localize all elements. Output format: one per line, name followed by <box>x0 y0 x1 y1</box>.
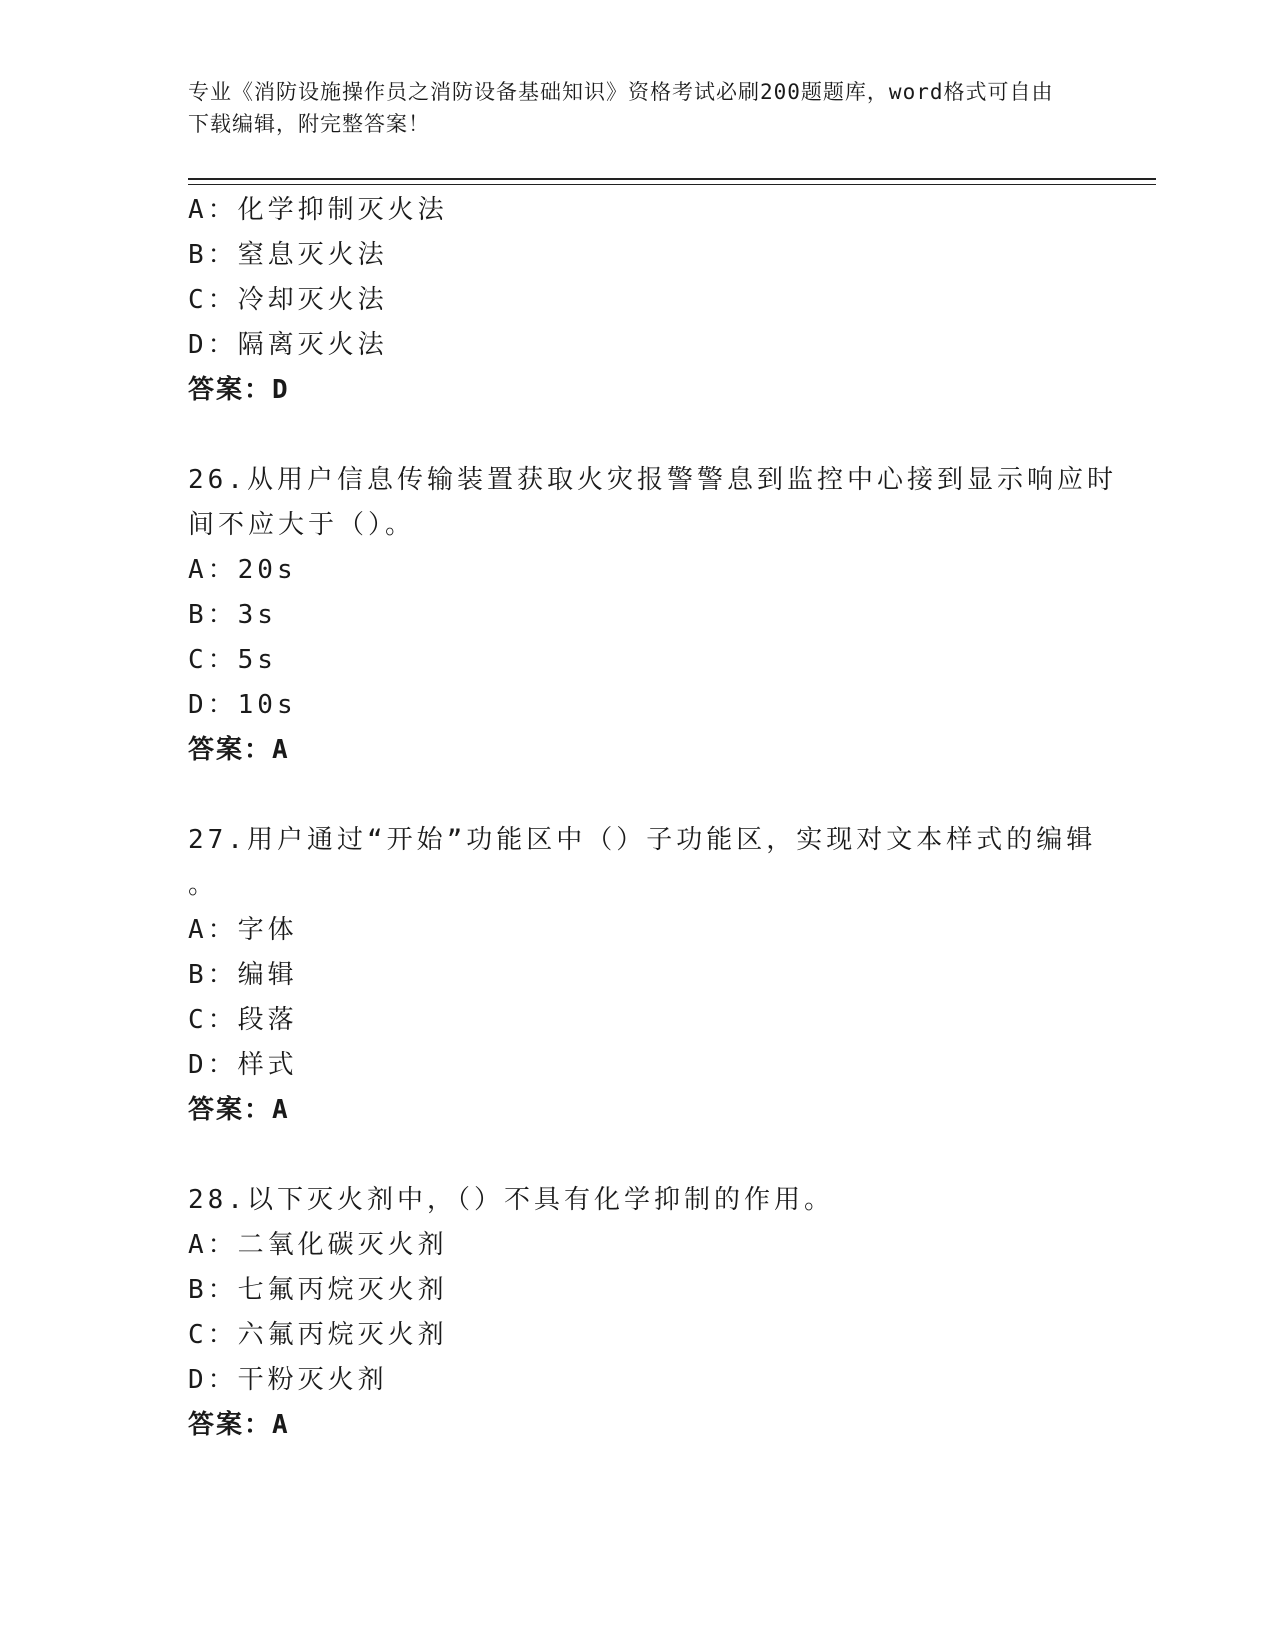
q26-answer: 答案：A <box>188 735 290 765</box>
q27-option-b: B：编辑 <box>188 960 298 990</box>
q27-answer: 答案：A <box>188 1095 290 1125</box>
q27-option-d: D：样式 <box>188 1050 298 1080</box>
q28-option-d: D：干粉灭火剂 <box>188 1365 388 1395</box>
q26-option-a: A：20s <box>188 555 297 585</box>
q26-option-d: D：10s <box>188 690 297 720</box>
document-header: 专业《消防设施操作员之消防设备基础知识》资格考试必刷200题题库，word格式可自由下载编辑，附完整答案！ <box>188 80 1054 136</box>
q28-answer: 答案：A <box>188 1410 290 1440</box>
q26-stem-line2: 间不应大于（）。 <box>188 510 416 540</box>
q25-option-c: C：冷却灭火法 <box>188 285 388 315</box>
q25-option-b: B：窒息灭火法 <box>188 240 388 270</box>
q25-answer: 答案：D <box>188 375 290 405</box>
q28-option-c: C：六氟丙烷灭火剂 <box>188 1320 448 1350</box>
q27-stem-line1: 27.用户通过“开始”功能区中（）子功能区，实现对文本样式的编辑 <box>188 825 1097 855</box>
q26-stem-line1: 26.从用户信息传输装置获取火灾报警警息到监控中心接到显示响应时 <box>188 465 1117 495</box>
header-divider-thin <box>188 184 1156 185</box>
q25-option-a: A：化学抑制灭火法 <box>188 195 448 225</box>
q28-option-b: B：七氟丙烷灭火剂 <box>188 1275 448 1305</box>
q28-option-a: A：二氧化碳灭火剂 <box>188 1230 448 1260</box>
header-divider-thick <box>188 178 1156 180</box>
q27-stem-line2: 。 <box>188 870 219 900</box>
q27-option-c: C：段落 <box>188 1005 298 1035</box>
q26-option-c: C：5s <box>188 645 277 675</box>
q26-option-b: B：3s <box>188 600 277 630</box>
q25-option-d: D：隔离灭火法 <box>188 330 388 360</box>
q27-option-a: A：字体 <box>188 915 298 945</box>
q28-stem-line1: 28.以下灭火剂中，（）不具有化学抑制的作用。 <box>188 1185 834 1215</box>
